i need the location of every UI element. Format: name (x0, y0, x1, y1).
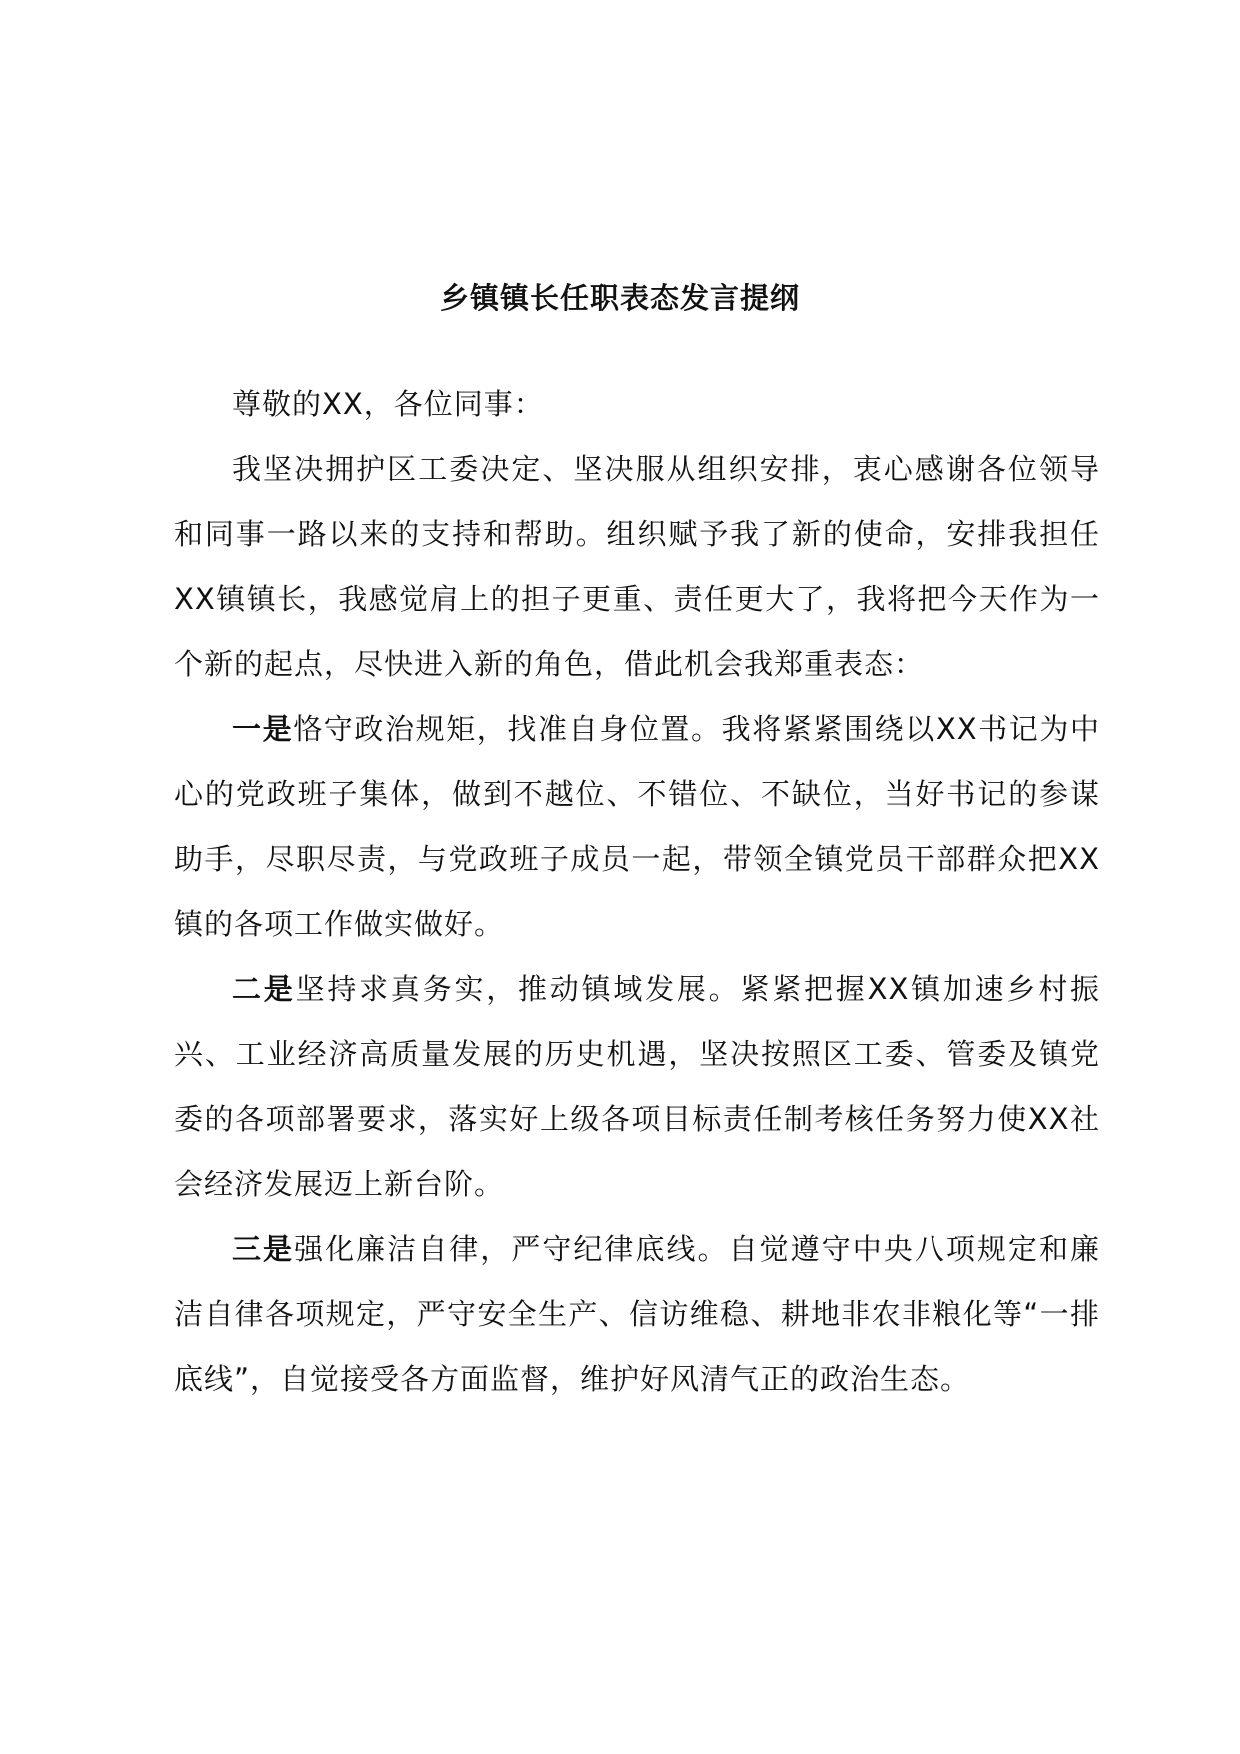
point-text-2: 坚持求真务实，推动镇域发展。紧紧把握XX镇加速乡村振兴、工业经济高质量发展的历史机遇，坚决按照区工委、管委及镇党委的各项部署要求，落实好上级各项目标责任制考核任务努力使XX社会经济发展迈上新台阶。 (174, 972, 1100, 1201)
point-paragraph-1 (174, 697, 1100, 957)
point-lead-2: 二是 (232, 972, 296, 1006)
intro-paragraph: 我坚决拥护区工委决定、坚决服从组织安排，衷心感谢各位领导和同事一路以来的支持和帮助。组织赋予我了新的使命，安排我担任XX镇镇长，我感觉肩上的担子更重、责任更大了，我将把今天作为一个新的起点，尽快进入新的角色，借此机会我郑重表态： (174, 452, 1100, 681)
document-title: 乡镇镇长任职表态发言提纲 (439, 281, 800, 315)
salutation: 尊敬的XX，各位同事： (232, 387, 544, 421)
point-lead-1: 一是 (232, 712, 294, 746)
point-paragraph-2 (174, 957, 1100, 1217)
point-paragraph-3 (174, 1217, 1100, 1412)
point-text-3: 强化廉洁自律，严守纪律底线。自觉遵守中央八项规定和廉洁自律各项规定，严守安全生产、信访维稳、耕地非农非粮化等“一排底线”，自觉接受各方面监督，维护好风清气正的政治生态。 (174, 1232, 1100, 1396)
document-body (174, 372, 1100, 1412)
point-lead-3: 三是 (232, 1232, 295, 1266)
point-text-1: 恪守政治规矩，找准自身位置。我将紧紧围绕以XX书记为中心的党政班子集体，做到不越位、不错位、不缺位，当好书记的参谋助手，尽职尽责，与党政班子成员一起，带领全镇党员干部群众把XX镇的各项工作做实做好。 (174, 712, 1100, 941)
